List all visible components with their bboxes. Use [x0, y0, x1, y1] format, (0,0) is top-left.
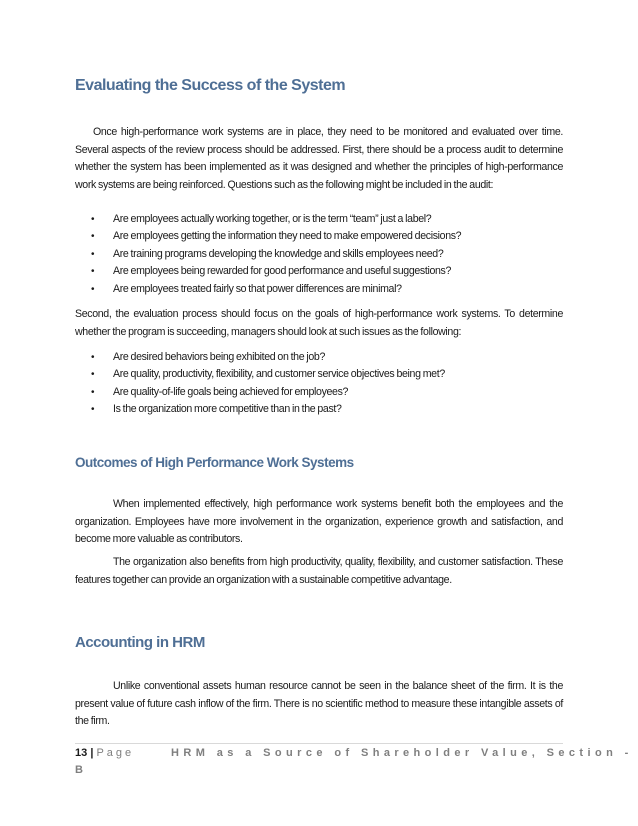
- list-item-text: Are employees being rewarded for good performance and useful suggestions?: [113, 265, 452, 278]
- bullet-icon: •: [91, 369, 95, 381]
- bullet-icon: •: [91, 352, 95, 363]
- list-item-text: Are employees treated fairly so that power differences are minimal?: [113, 282, 402, 295]
- bullet-list-success-issues: [91, 349, 445, 419]
- list-item-text: Are employees actually working together, or is the term “team” just a label?: [113, 213, 432, 225]
- section-heading-evaluating: Evaluating the Success of the System: [75, 77, 346, 94]
- footer-title: HRM as a Source of Shareholder Value, Section -: [171, 747, 633, 759]
- list-item: [91, 384, 445, 401]
- list-item-text: Are quality, productivity, flexibility, and customer service objectives being met?: [113, 368, 445, 381]
- section-heading-accounting: Accounting in HRM: [75, 634, 205, 651]
- list-item: [91, 349, 445, 366]
- list-item: [91, 366, 445, 383]
- bullet-icon: •: [91, 283, 95, 295]
- bullet-icon: •: [91, 404, 95, 416]
- bullet-icon: •: [91, 386, 95, 398]
- list-item: [91, 281, 461, 298]
- paragraph-accounting: Unlike conventional assets human resource cannot be seen in the balance sheet of the firm. It is the present value of future cash inflow of the firm. There is no scientific method to measure these intangible assets of the firm.: [75, 680, 563, 727]
- paragraph-outcomes-employees: When implemented effectively, high performance work systems benefit both the employees and the organization. Employees have more involvement in the organization, experience growth and satisfaction, and become more valuable as contributors.: [75, 498, 563, 545]
- page-label: Page: [96, 747, 135, 759]
- footer-title-wrap: B: [75, 764, 86, 776]
- list-item: [91, 246, 461, 263]
- paragraph-outcomes-organization: The organization also benefits from high productivity, quality, flexibility, and customer satisfaction. These features together can provide an organization with a sustainable competitive advantage.: [75, 556, 563, 586]
- list-item: [91, 401, 445, 418]
- section-heading-outcomes: Outcomes of High Performance Work Systems: [75, 455, 354, 470]
- list-item-text: Are quality-of-life goals being achieved for employees?: [113, 385, 349, 398]
- page-number: 13: [75, 747, 88, 759]
- list-item-text: Are desired behaviors being exhibited on the job?: [113, 351, 325, 363]
- paragraph-monitoring: Once high-performance work systems are in place, they need to be monitored and evaluated over time. Several aspects of the review process should be addressed. First, there should be a process audit to determine whether the system has been implemented as it was designed and whether the principles of high-performance work systems are being reinforced. Questions such as the following might be included in the audit:: [75, 126, 563, 191]
- list-item: [91, 263, 461, 280]
- bullet-list-audit-questions: [91, 211, 461, 298]
- page-footer: [75, 745, 633, 776]
- bullet-icon: •: [91, 266, 95, 278]
- bullet-icon: •: [91, 214, 95, 225]
- bullet-icon: •: [91, 248, 95, 260]
- list-item: [91, 228, 461, 245]
- paragraph-evaluation-goals: Second, the evaluation process should focus on the goals of high-performance work systems. To determine whether the program is succeeding, managers should look at such issues as the following:: [75, 308, 563, 338]
- footer-divider: [75, 743, 563, 744]
- list-item-text: Are training programs developing the knowledge and skills employees need?: [113, 247, 444, 260]
- list-item: [91, 211, 461, 228]
- list-item-text: Are employees getting the information they need to make empowered decisions?: [113, 230, 462, 243]
- footer-separator: |: [90, 747, 94, 759]
- bullet-icon: •: [91, 231, 95, 243]
- list-item-text: Is the organization more competitive than in the past?: [113, 403, 342, 416]
